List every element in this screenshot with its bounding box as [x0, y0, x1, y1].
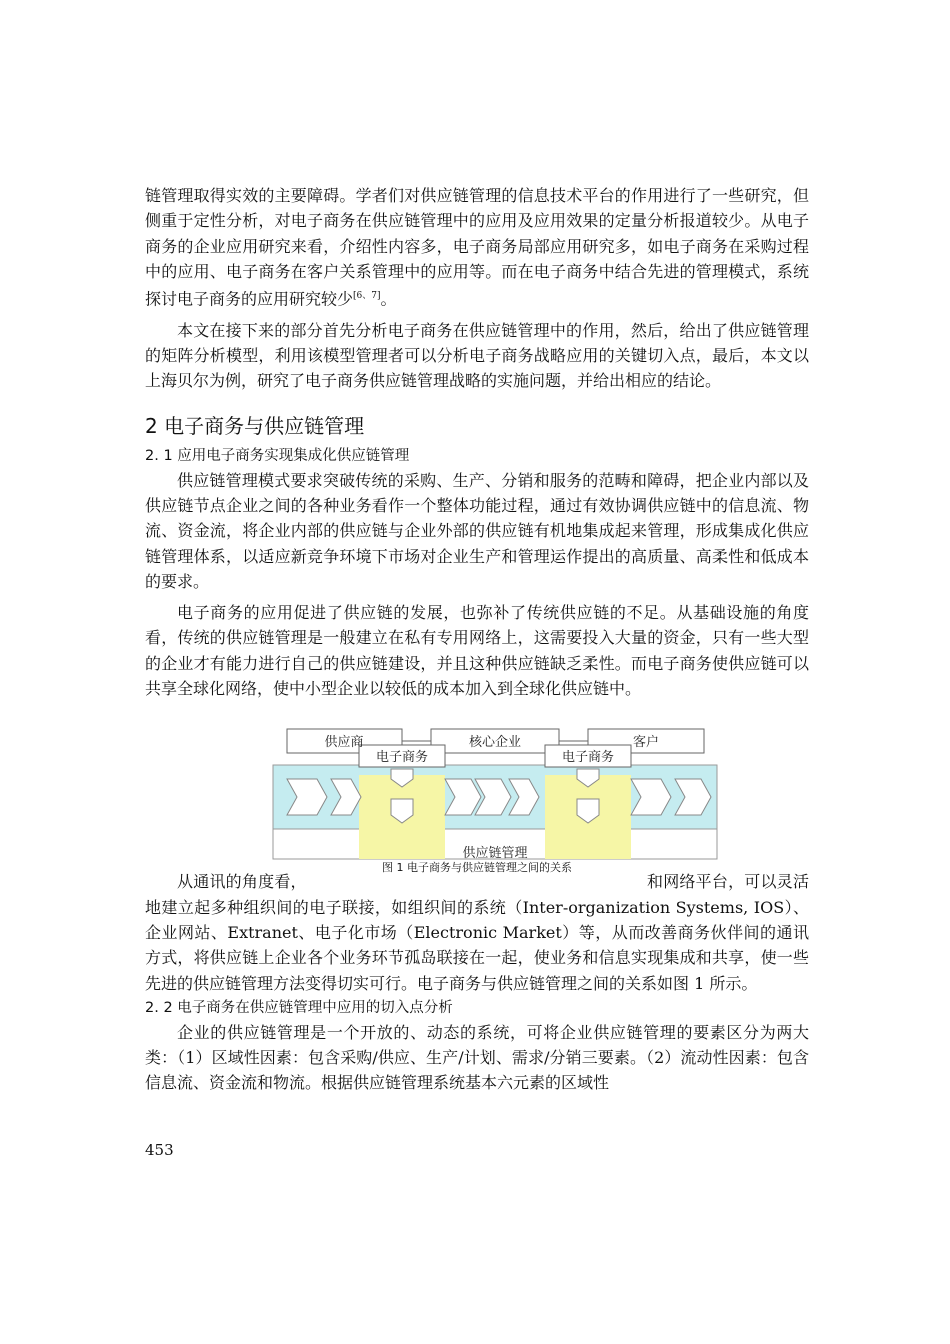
section-2-2-title: 2. 2 电子商务在供应链管理中应用的切入点分析 — [145, 999, 453, 1016]
page-body — [145, 183, 809, 1096]
paragraph-1-text: 链管理取得实效的主要障碍。学者们对供应链管理的信息技术平台的作用进行了一些研究，但侧重于定性分析，对电子商务在供应链管理中的应用及应用效果的定量分析报道较少。从电子商务的企业应用研究来看，介绍性内容多，电子商务局部应用研究多，如电子商务在采购过程中的应用、电子商务在客户关系管理中的应用等。而在电子商务中结合先进的管理模式，系统探讨电子商务的应用研究较少 — [145, 186, 809, 309]
flow-chevrons — [287, 779, 711, 815]
paragraph-5 — [145, 869, 809, 995]
supplier-label: 供应商 — [324, 735, 364, 751]
section-2-title: 2 电子商务与供应链管理 — [145, 413, 365, 438]
paragraph-4: 电子商务的应用促进了供应链的发展，也弥补了传统供应链的不足。从基础设施的角度看，传统的供应链管理是一般建立在私有专用网络上，这需要投入大量的资金，只有一些大型的企业才有能力进行自己的供应链建设，并且这种供应链缺乏柔性。而电子商务使供应链可以共享全球化网络，使中小型企业以较低的成本加入到全球化供应链中。 — [145, 603, 809, 699]
citation: [6、7] — [353, 291, 381, 302]
paragraph-1-end: 。 — [380, 289, 397, 309]
paragraph-2: 本文在接下来的部分首先分析电子商务在供应链管理中的作用，然后，给出了供应链管理的矩阵分析模型，利用该模型管理者可以分析电子商务战略应用的关键切入点，最后，本文以上海贝尔为例，研究了电子商务供应链管理战略的实施问题，并给出相应的结论。 — [145, 320, 809, 391]
paragraph-5-start: 从通讯的角度看， — [177, 872, 307, 892]
customer-label: 客户 — [632, 735, 660, 751]
figure-1-diagram — [145, 723, 809, 873]
scm-label: 供应链管理 — [462, 846, 528, 862]
paragraph-3: 供应链管理模式要求突破传统的采购、生产、分销和服务的范畴和障碍，把企业内部以及供应链节点企业之间的各种业务看作一个整体功能过程，通过有效协调供应链中的信息流、物流、资金流，将企业内部的供应链与企业外部的供应链有机地集成起来管理，形成集成化供应链管理体系，以适应新竞争环境下市场对企业生产和管理运作提出的高质量、高柔性和低成本的要求。 — [145, 470, 809, 591]
paragraph-6: 企业的供应链管理是一个开放的、动态的系统，可将企业供应链管理的要素区分为两大类：（1）区域性因素：包含采购/供应、生产/计划、需求/分销三要素。（2）流动性因素：包含信息流、资金流和物流。根据供应链管理系统基本六元素的区域性 — [145, 1022, 809, 1093]
core-enterprise-label: 核心企业 — [468, 735, 522, 751]
figure-1 — [145, 723, 809, 873]
figure-caption: 图 1 电子商务与供应链管理之间的关系 — [382, 861, 572, 874]
page-number: 453 — [145, 1141, 174, 1159]
ec-label-right: 电子商务 — [561, 750, 615, 766]
ec-label-left: 电子商务 — [375, 750, 429, 766]
section-2-1-title: 2. 1 应用电子商务实现集成化供应链管理 — [145, 447, 410, 464]
paragraph-5-rest: 和网络平台，可以灵活地建立起多种组织间的电子联接，如组织间的系统（Inter-organization Systems, IOS）、企业网站、Extranet、电子化市场（Electronic Market）等，从而改善商务伙伴间的通讯方式，将供应链上企业各个业务环节孤岛联接在一起，使业务和信息实现集成和共享，使一些先进的供应链管理方法变得切实可行。电子商务与供应链管理之间的关系如图 1 所示。 — [145, 872, 809, 993]
paragraph-1 — [145, 183, 809, 312]
